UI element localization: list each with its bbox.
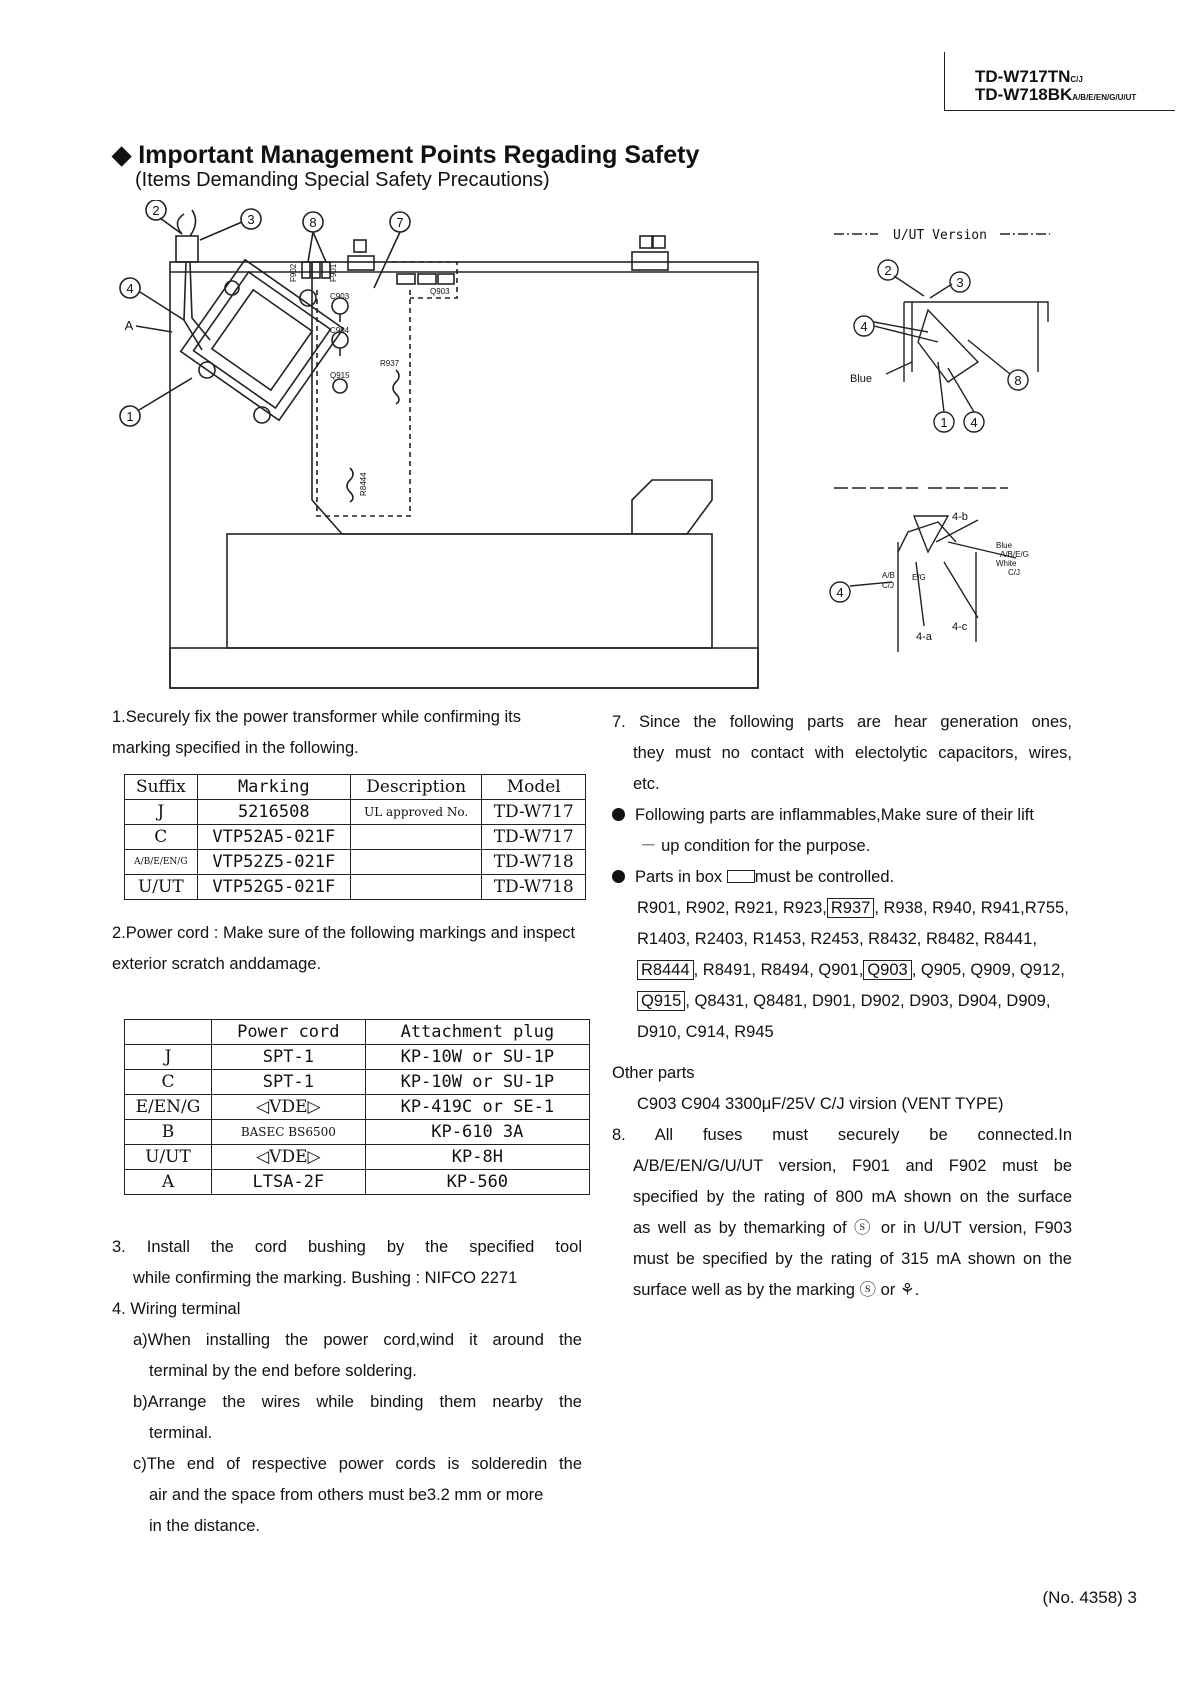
table-row: C VTP52A5-021F TD-W717 [125, 825, 586, 850]
box-symbol [727, 870, 755, 883]
items-3-4: 3. Install the cord bushing by the specified tool while confirming the marking. Bushing : NIFCO 2271 4. Wiring terminal a)When installing the power cord,wind it around the terminal by the end before soldering. b)Arrange the wires while binding them nearby the terminal. c)The end of respective power cords is solderedin the air and the space from others must be3.2 mm or more in the distance. [112, 1238, 582, 1535]
label-blue: Blue [996, 541, 1013, 550]
table-row: U/UT VTP52G5-021F TD-W718 [125, 875, 586, 900]
inset-callout-4b: 4 [970, 415, 978, 430]
label-f901: F901 [329, 263, 338, 282]
callout-1: 1 [126, 409, 134, 424]
table-row: Power cord Attachment plug [125, 1020, 590, 1045]
inset-callout-3: 3 [956, 275, 964, 290]
label-4b: 4-b [952, 511, 968, 523]
chassis-diagram [112, 200, 762, 690]
table-row: C SPT-1 KP-10W or SU-1P [125, 1070, 590, 1095]
callout-8: 8 [309, 215, 317, 230]
table-row: Suffix Marking Description Model [125, 775, 586, 800]
table-row: A LTSA-2F KP-560 [125, 1170, 590, 1195]
label-r8444: R8444 [359, 472, 368, 496]
power-cord-table [124, 1019, 590, 1195]
callout-7: 7 [396, 215, 404, 230]
bullet-dot [612, 870, 625, 883]
label-c903: C903 [330, 292, 350, 301]
callout-A: A [124, 318, 134, 333]
table-row: A/B/E/EN/G VTP52Z5-021F TD-W718 [125, 850, 586, 875]
page-number: (No. 4358) 3 [1042, 1588, 1137, 1607]
inset-callout-2: 2 [884, 263, 892, 278]
bullet-dot [612, 808, 625, 821]
model-line-1: TD-W717TNC/J [975, 67, 1083, 86]
item-2-text: 2.Power cord : Make sure of the following markings and inspect exterior scratch anddamage. [112, 924, 576, 973]
callout-3: 3 [247, 212, 255, 227]
label-q915: Q915 [330, 371, 350, 380]
inset-title: U/UT Version [893, 228, 987, 243]
label-cj: C/J [882, 581, 894, 590]
items-7-8: 7. Since the following parts are hear generation ones, they must no contact with electolytic capacitors, wires, etc. Following parts are inflammables,Make sure of their lift － up condition for the purpose. Parts in box must be controlled. R901, R902, R921, R923, R937 , R938, R940, R941,R755, R1403, R2403, R1453, R2453, R8432, R8482, R8441, R8444 , R8491, R8494, Q901, Q903 , Q905, Q909, Q912, Q915 , Q8431, Q8481, D901, D902, D903, D904, D909, D910, C914, R945 Other parts C903 C904 3300μF/25V C/J virsion (VENT TYPE) 8. All fuses must securely be connected.In A/B/E/EN/G/U/UT version, F901 and F902 must be specified by the rating of 800 mA shown on the surface as well as by themarking of ⓢ or in U/UT version, F903 must be specified by the rating of 315 mA shown on the surface well as by the marking ⓢ or ⚘. [612, 713, 1072, 1299]
callout-2: 2 [152, 203, 160, 218]
uut-version-inset [828, 222, 1078, 652]
inset2-callout-4: 4 [836, 585, 844, 600]
label-r937: R937 [380, 359, 400, 368]
label-c904: C904 [330, 326, 350, 335]
inset-callout-8: 8 [1014, 373, 1022, 388]
item-1-text: 1.Securely fix the power transformer while confirming its marking specified in the following. [112, 708, 521, 757]
label-ab: A/B [882, 571, 895, 580]
label-f902: F902 [289, 263, 298, 282]
label-blue-sub: A/B/E/G [1000, 550, 1029, 559]
model-line-2: TD-W718BKA/B/E/EN/G/U/UT [975, 85, 1137, 104]
label-4c: 4-c [952, 621, 968, 633]
callout-4: 4 [126, 281, 134, 296]
table-row: E/EN/G ◁VDE▷ KP-419C or SE-1 [125, 1095, 590, 1120]
transformer-table [124, 774, 586, 900]
table-row: U/UT ◁VDE▷ KP-8H [125, 1145, 590, 1170]
label-4a: 4-a [916, 631, 932, 643]
inset-callout-1: 1 [940, 415, 948, 430]
table-row: B BASEC BS6500 KP-610 3A [125, 1120, 590, 1145]
label-white: White [996, 559, 1017, 568]
section-subtitle: (Items Demanding Special Safety Precautions) [135, 169, 550, 191]
label-q903: Q903 [430, 287, 450, 296]
label-white-sub: C/J [1008, 568, 1020, 577]
inset-blue-label: Blue [850, 373, 873, 385]
inset-callout-4: 4 [860, 319, 868, 334]
label-eg: E/G [912, 573, 926, 582]
section-title: ◆ Important Management Points Regading Safety [112, 141, 700, 169]
table-row: J 5216508 UL approved No. TD-W717 [125, 800, 586, 825]
table-row: J SPT-1 KP-10W or SU-1P [125, 1045, 590, 1070]
